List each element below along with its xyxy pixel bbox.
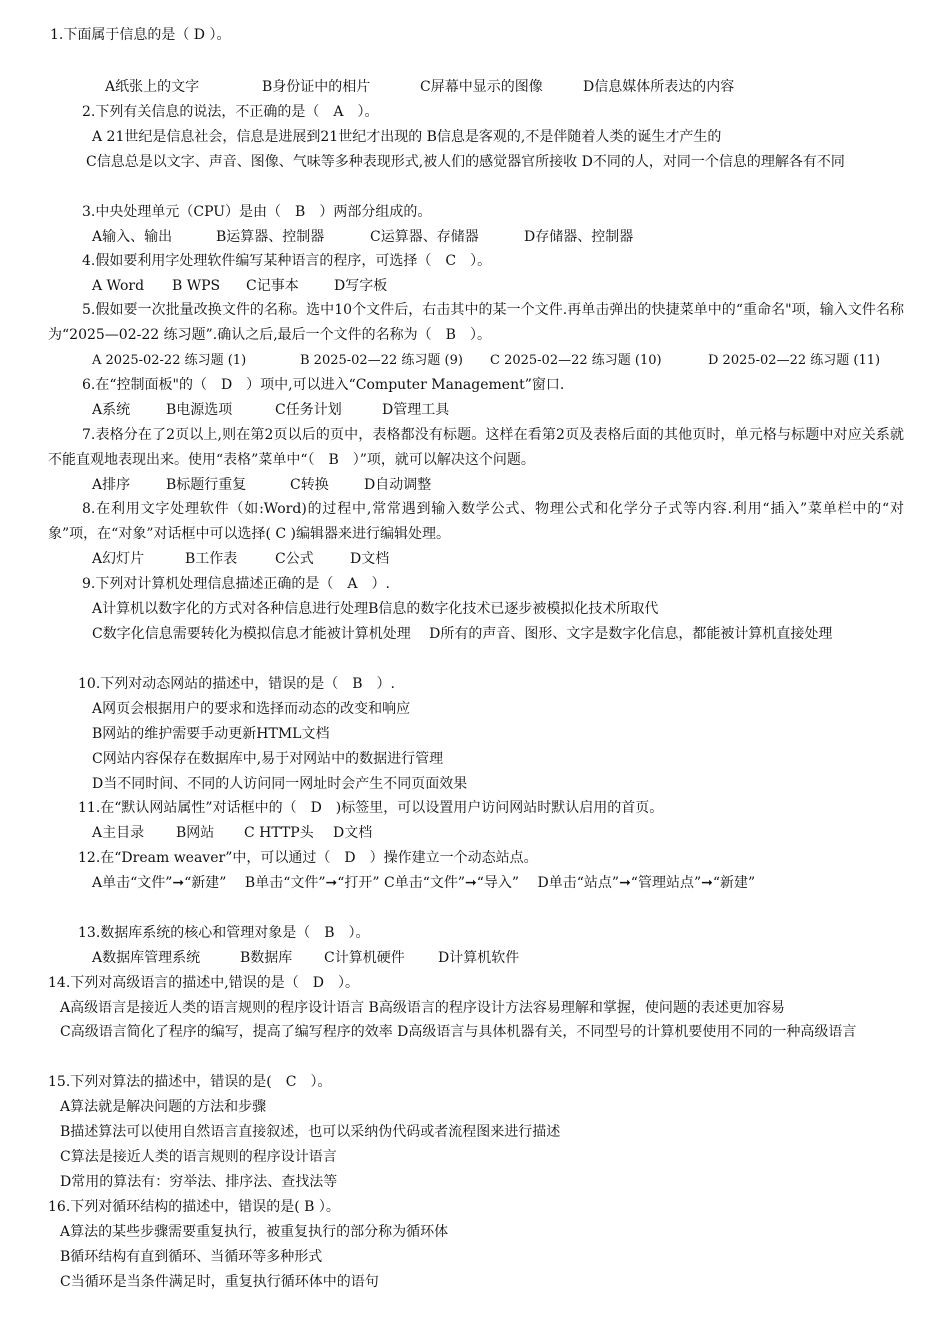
question-9-stem: 9.下列对计算机处理信息描述正确的是（ A ）.: [82, 576, 390, 592]
q15-option-b: B描述算法可以使用自然语言直接叙述，也可以采纳伪代码或者流程图来进行描述: [60, 1124, 561, 1140]
q7-option-a: A排序: [92, 477, 131, 493]
q12-options: A单击“文件”➞“新建” B单击“文件”➞“打开” C单击“文件”➞“导入” D单击“站点”➞“管理站点”➞“新建”: [92, 875, 756, 891]
q16-option-a: A算法的某些步骤需要重复执行，被重复执行的部分称为循环体: [60, 1224, 449, 1240]
q5-option-b: B 2025-02—22 练习题 (9): [300, 353, 463, 368]
q7-option-b: B标题行重复: [166, 477, 247, 493]
q2-options-line-2: C信息总是以文字、声音、图像、气味等多种表现形式,被人们的感觉器官所接收 D不同的人，对同一个信息的理解各有不同: [86, 154, 845, 170]
q8-option-d: D文档: [350, 551, 390, 567]
q15-option-d: D常用的算法有：穷举法、排序法、查找法等: [60, 1174, 338, 1190]
question-1-stem: 1.下面属于信息的是（ D ）。: [50, 27, 231, 43]
q1-option-b: B身份证中的相片: [262, 79, 371, 95]
q4-option-a: A Word: [92, 278, 145, 294]
q3-option-b: B运算器、控制器: [216, 229, 325, 245]
q3-option-a: A输入、输出: [92, 229, 173, 245]
question-11-stem: 11.在“默认网站属性”对话框中的（ D )标签里，可以设置用户访问网站时默认启用的首页。: [78, 800, 664, 816]
q4-option-b: B WPS: [172, 278, 221, 294]
q16-option-c: C当循环是当条件满足时，重复执行循环体中的语句: [60, 1274, 379, 1290]
q6-option-a: A系统: [92, 402, 131, 418]
q11-option-c: C HTTP头: [244, 825, 314, 841]
q11-option-a: A主目录: [92, 825, 145, 841]
q15-option-c: C算法是接近人类的语言规则的程序设计语言: [60, 1149, 337, 1165]
q1-option-d: D信息媒体所表达的内容: [583, 79, 735, 95]
q9-options-line-2: C数字化信息需要转化为模拟信息才能被计算机处理 D所有的声音、图形、文字是数字化信息，都能被计算机直接处理: [92, 626, 833, 642]
question-3-stem: 3.中央处理单元（CPU）是由（ B ）两部分组成的。: [82, 204, 432, 220]
question-15-stem: 15.下列对算法的描述中，错误的是( C ）。: [48, 1074, 332, 1090]
q9-options-line-1: A计算机以数字化的方式对各种信息进行处理B信息的数字化技术已逐步被模拟化技术所取代: [92, 601, 659, 617]
q8-option-c: C公式: [275, 551, 314, 567]
q6-option-d: D管理工具: [382, 402, 450, 418]
q13-option-c: C计算机硬件: [324, 950, 405, 966]
question-16-stem: 16.下列对循环结构的描述中，错误的是( B ）。: [48, 1199, 340, 1215]
question-14-stem: 14.下列对高级语言的描述中,错误的是（ D ）。: [48, 975, 359, 991]
q13-option-d: D计算机软件: [438, 950, 520, 966]
q5-option-c: C 2025-02—22 练习题 (10): [490, 353, 662, 368]
q2-options-line-1: A 21世纪是信息社会，信息是进展到21世纪才出现的 B信息是客观的,不是伴随着人类的诞生才产生的: [92, 129, 722, 145]
q10-option-d: D当不同时间、不同的人访问同一网址时会产生不同页面效果: [92, 776, 468, 792]
q5-option-d: D 2025-02—22 练习题 (11): [708, 353, 881, 368]
q14-options-line-2: C高级语言简化了程序的编写，提高了编写程序的效率 D高级语言与具体机器有关，不同型号的计算机要使用不同的一种高级语言: [60, 1024, 857, 1040]
q13-option-b: B数据库: [240, 950, 293, 966]
q8-option-b: B工作表: [185, 551, 238, 567]
q10-option-a: A网页会根据用户的要求和选择而动态的改变和响应: [92, 701, 411, 717]
question-10-stem: 10.下列对动态网站的描述中，错误的是（ B ）.: [78, 676, 396, 692]
q7-option-d: D自动调整: [364, 477, 432, 493]
q13-option-a: A数据库管理系统: [92, 950, 201, 966]
question-13-stem: 13.数据库系统的核心和管理对象是（ B ）。: [78, 925, 370, 941]
q5-option-a: A 2025-02-22 练习题 (1): [92, 353, 247, 368]
question-4-stem: 4.假如要利用字处理软件编写某种语言的程序，可选择（ C ）。: [82, 253, 492, 269]
question-8-stem: 8.在利用文字处理软件（如:Word)的过程中,常常遇到输入数学公式、物理公式和化学分子式等内容.利用“插入”菜单栏中的“对象”项，在“对象”对话框中可以选择( C )编辑器来进行编辑处理。: [48, 501, 904, 542]
question-5-stem: 5.假如要一次批量改换文件的名称。选中10个文件后，右击其中的某一个文件.再单击弹出的快捷菜单中的“重命名"项，输入文件名称为“2025—02-22 练习题”.确认之后,最后一个文件的名称为（ B ）。: [48, 302, 904, 343]
q1-option-a: A纸张上的文字: [105, 79, 200, 95]
q6-option-c: C任务计划: [275, 402, 342, 418]
q16-option-b: B循环结构有直到循环、当循环等多种形式: [60, 1249, 323, 1265]
q4-option-c: C记事本: [246, 278, 299, 294]
q11-option-d: D文档: [333, 825, 373, 841]
q4-option-d: D写字板: [334, 278, 388, 294]
question-6-stem: 6.在“控制面板"的（ D ）项中,可以进入“Computer Management”窗口.: [82, 377, 565, 393]
q6-option-b: B电源选项: [166, 402, 233, 418]
q7-option-c: C转换: [290, 477, 329, 493]
q14-options-line-1: A高级语言是接近人类的语言规则的程序设计语言 B高级语言的程序设计方法容易理解和掌握，使问题的表述更加容易: [60, 1000, 785, 1016]
q10-option-b: B网站的维护需要手动更新HTML文档: [92, 726, 330, 742]
question-7-stem: 7.表格分在了2页以上,则在第2页以后的页中，表格都没有标题。这样在看第2页及表格后面的其他页时，单元格与标题中对应关系就不能直观地表现出来。使用“表格”菜单中“（ B ）”项，就可以解决这个问题。: [48, 427, 904, 468]
q8-option-a: A幻灯片: [92, 551, 145, 567]
q11-option-b: B网站: [176, 825, 215, 841]
question-12-stem: 12.在“Dream weaver”中，可以通过（ D ）操作建立一个动态站点。: [78, 850, 538, 866]
question-2-stem: 2.下列有关信息的说法，不正确的是（ A ）。: [82, 104, 379, 120]
q15-option-a: A算法就是解决问题的方法和步骤: [60, 1099, 267, 1115]
q10-option-c: C网站内容保存在数据库中,易于对网站中的数据进行管理: [92, 751, 444, 767]
q3-option-c: C运算器、存储器: [370, 229, 479, 245]
q3-option-d: D存储器、控制器: [524, 229, 634, 245]
q1-option-c: C屏幕中显示的图像: [420, 79, 543, 95]
